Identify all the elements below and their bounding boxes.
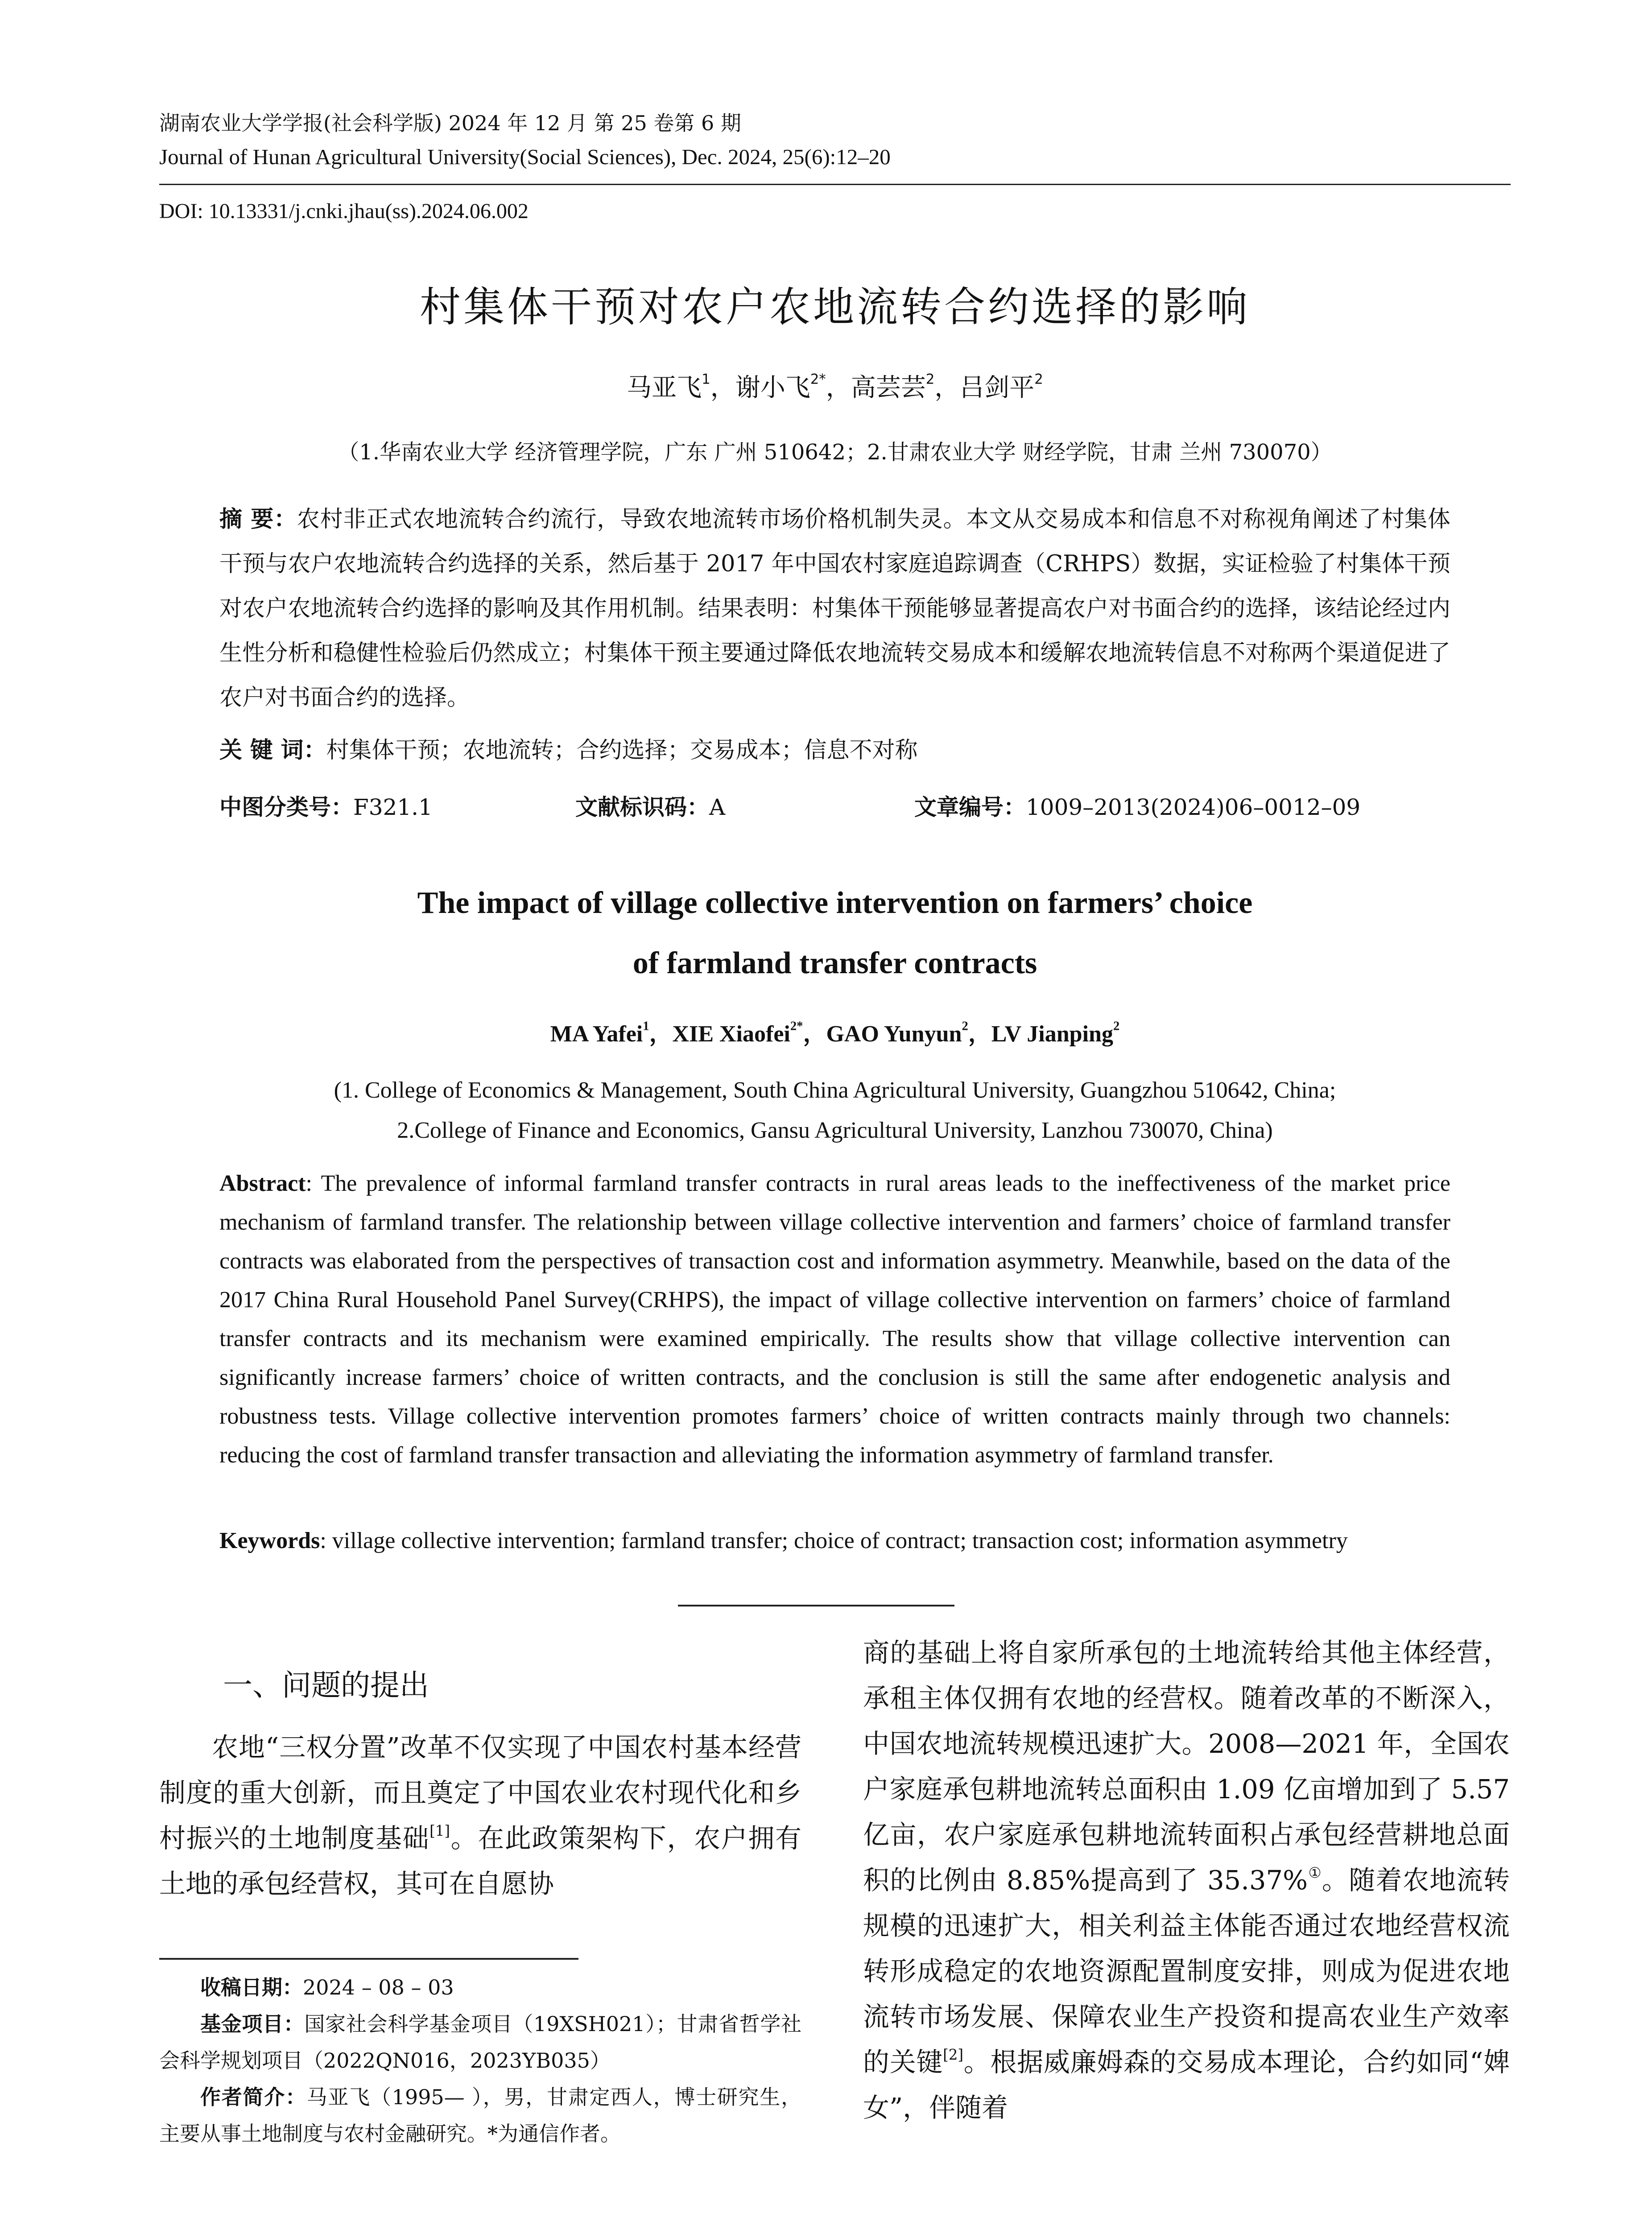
journal-header-cn: 湖南农业大学学报(社会科学版) 2024 年 12 月 第 25 卷第 6 期: [159, 111, 741, 135]
footnote-author: [159, 2079, 801, 2152]
body-right-column: [863, 1630, 1510, 2131]
keywords-en: [219, 1528, 1348, 1554]
citation: [2]: [943, 2046, 964, 2064]
abstract-en: [219, 1164, 1450, 1474]
keywords-en-text: : village collective intervention; farmland transfer; choice of contract; transaction cost; information asymmetry: [320, 1528, 1348, 1553]
body-text: 。在此政策架构下，农户拥有土地的承包经营权，其可在自愿协: [159, 1823, 801, 1899]
author-name: 马亚飞: [627, 373, 702, 402]
body-text: 。随着农地流转规模的迅速扩大，相关利益主体能否通过农地经营权流转形成稳定的农地资源配置制度安排，则成为促进农地流转市场发展、保障农业生产投资和提高农业生产效率的关键: [863, 1865, 1510, 2077]
author-mark-en: 1: [643, 1019, 649, 1033]
keywords-cn-label: 关 键 词：: [219, 737, 326, 764]
affiliation-cn: （1.华南农业大学 经济管理学院，广东 广州 510642；2.甘肃农业大学 财经学院，甘肃 兰州 730070）: [338, 440, 1332, 465]
author-mark: 2*: [810, 371, 826, 388]
section-divider: [678, 1605, 954, 1606]
author-mark-en: 2: [1113, 1019, 1120, 1033]
title-en-line2: of farmland transfer contracts: [632, 946, 1037, 980]
author-mark: 1: [702, 371, 710, 388]
keywords-en-label: Keywords: [219, 1528, 320, 1553]
author-value: 马亚飞（1995— ），男，甘肃定西人，博士研究生，主要从事土地制度与农村金融研究。*为通信作者。: [159, 2085, 801, 2146]
author-mark-en: 2*: [790, 1019, 803, 1033]
keywords-cn-text: 村集体干预；农地流转；合约选择；交易成本；信息不对称: [326, 737, 918, 764]
doi: DOI: 10.13331/j.cnki.jhau(ss).2024.06.002: [159, 199, 529, 223]
author-mark-en: 2: [962, 1019, 968, 1033]
author-name-en: GAO Yunyun: [826, 1021, 962, 1047]
header-rule: [159, 184, 1511, 185]
author-name: 吕剑平: [959, 373, 1035, 402]
body-paragraph: [159, 1725, 801, 1907]
abstract-en-label: Abstract: [219, 1171, 306, 1196]
author-name: 高芸芸: [851, 373, 926, 402]
clc-label: 中图分类号：: [219, 794, 353, 820]
article-number: [914, 789, 1360, 822]
footnote-rule: [159, 1958, 578, 1960]
author-mark: 2: [1034, 371, 1043, 388]
footnote-fund: [159, 2006, 801, 2079]
abstract-cn: [219, 497, 1450, 720]
art-value: 1009–2013(2024)06–0012–09: [1026, 794, 1361, 820]
abstract-en-text: : The prevalence of informal farmland transfer contracts in rural areas leads to the ineffectiveness of the market price mechanism of farmland transfer. The relationship between village collective intervention and farmers’ choice of farmland transfer contracts was elaborated from the perspectives of transaction cost and information asymmetry. Meanwhile, based on the data of the 2017 China Rural Household Panel Survey(CRHPS), the impact of village collective intervention on farmers’ choice of farmland transfer contracts and its mechanism were examined empirically. The results show that village collective intervention can significantly increase farmers’ choice of written contracts, and the conclusion is still the same after endogenetic analysis and robustness tests. Village collective intervention promotes farmers’ choice of written contracts mainly through two channels: reducing the cost of farmland transfer transaction and alleviating the information asymmetry of farmland transfer.: [219, 1171, 1450, 1468]
author-name-en: MA Yafei: [550, 1021, 643, 1047]
body-left-column: [159, 1725, 801, 1907]
author-mark: 2: [925, 371, 935, 388]
keywords-cn: [219, 731, 918, 764]
body-text: 。根据威廉姆森的交易成本理论，合约如同“婢女”，伴随着: [863, 2047, 1510, 2123]
citation: [1]: [430, 1822, 450, 1840]
author-name-en: XIE Xiaofei: [672, 1021, 790, 1047]
section-heading: 一、问题的提出: [223, 1668, 429, 1702]
endnote-marker: ①: [1308, 1864, 1322, 1882]
document-code: [575, 789, 725, 822]
title-cn: 村集体干预对农户农地流转合约选择的影响: [419, 283, 1250, 331]
clc-value: F321.1: [353, 794, 433, 820]
fund-value: 国家社会科学基金项目（19XSH021）；甘肃省哲学社会科学规划项目（2022QN016，2023YB035）: [159, 2012, 802, 2073]
clc-number: [219, 789, 433, 822]
affiliation-en-line2: 2.College of Finance and Economics, Gansu Agricultural University, Lanzhou 730070, China): [397, 1118, 1273, 1143]
author-label: 作者简介：: [200, 2085, 307, 2109]
author-name-en: LV Jianping: [991, 1021, 1113, 1047]
received-value: 2024 – 08 – 03: [303, 1975, 454, 1999]
art-label: 文章编号：: [914, 794, 1026, 820]
authors-cn: 马亚飞$^1$，谢小飞$^{2*}$，高芸芸$^2$，吕剑平$^2$: [627, 371, 1043, 402]
body-paragraph: [863, 1630, 1510, 2131]
fund-label: 基金项目：: [200, 2012, 305, 2036]
doc-value: A: [709, 794, 726, 820]
footnote-received: [159, 1969, 801, 2006]
body-text: 农地“三权分置”改革不仅实现了中国农村基本经营制度的重大创新，而且奠定了中国农业农村现代化和乡村振兴的土地制度基础: [159, 1732, 801, 1854]
body-text: 商的基础上将自家所承包的土地流转给其他主体经营，承租主体仅拥有农地的经营权。随着改革的不断深入，中国农地流转规模迅速扩大。2008—2021 年，全国农户家庭承包耕地流转总面积由 1.09 亿亩增加到了 5.57 亿亩，农户家庭承包耕地流转面积占承包经营耕地总面积的比例由 8.85%提高到了 35.37%: [863, 1637, 1510, 1896]
journal-header-en: Journal of Hunan Agricultural University(Social Sciences), Dec. 2024, 25(6):12–20: [159, 145, 891, 169]
author-name: 谢小飞: [735, 373, 810, 402]
received-label: 收稿日期：: [200, 1975, 303, 1999]
title-en-line1: The impact of village collective intervention on farmers’ choice: [417, 886, 1253, 920]
abstract-cn-text: 农村非正式农地流转合约流行，导致农地流转市场价格机制失灵。本文从交易成本和信息不对称视角阐述了村集体干预与农户农地流转合约选择的关系，然后基于 2017 年中国农村家庭追踪调查（CRHPS）数据，实证检验了村集体干预对农户农地流转合约选择的影响及其作用机制。结果表明：村集体干预能够显著提高农户对书面合约的选择，该结论经过内生性分析和稳健性检验后仍然成立；村集体干预主要通过降低农地流转交易成本和缓解农地流转信息不对称两个渠道促进了农户对书面合约的选择。: [219, 506, 1450, 711]
abstract-cn-label: 摘 要：: [219, 506, 297, 533]
affiliation-en-line1: (1. College of Economics & Management, South China Agricultural University, Guangzhou 510642, China;: [334, 1078, 1336, 1103]
doc-label: 文献标识码：: [575, 794, 709, 820]
authors-en: MA Yafei$^1$，XIE Xiaofei$^{2*}$，GAO Yunyun$^2$，LV Jianping$^2$: [550, 1019, 1120, 1047]
